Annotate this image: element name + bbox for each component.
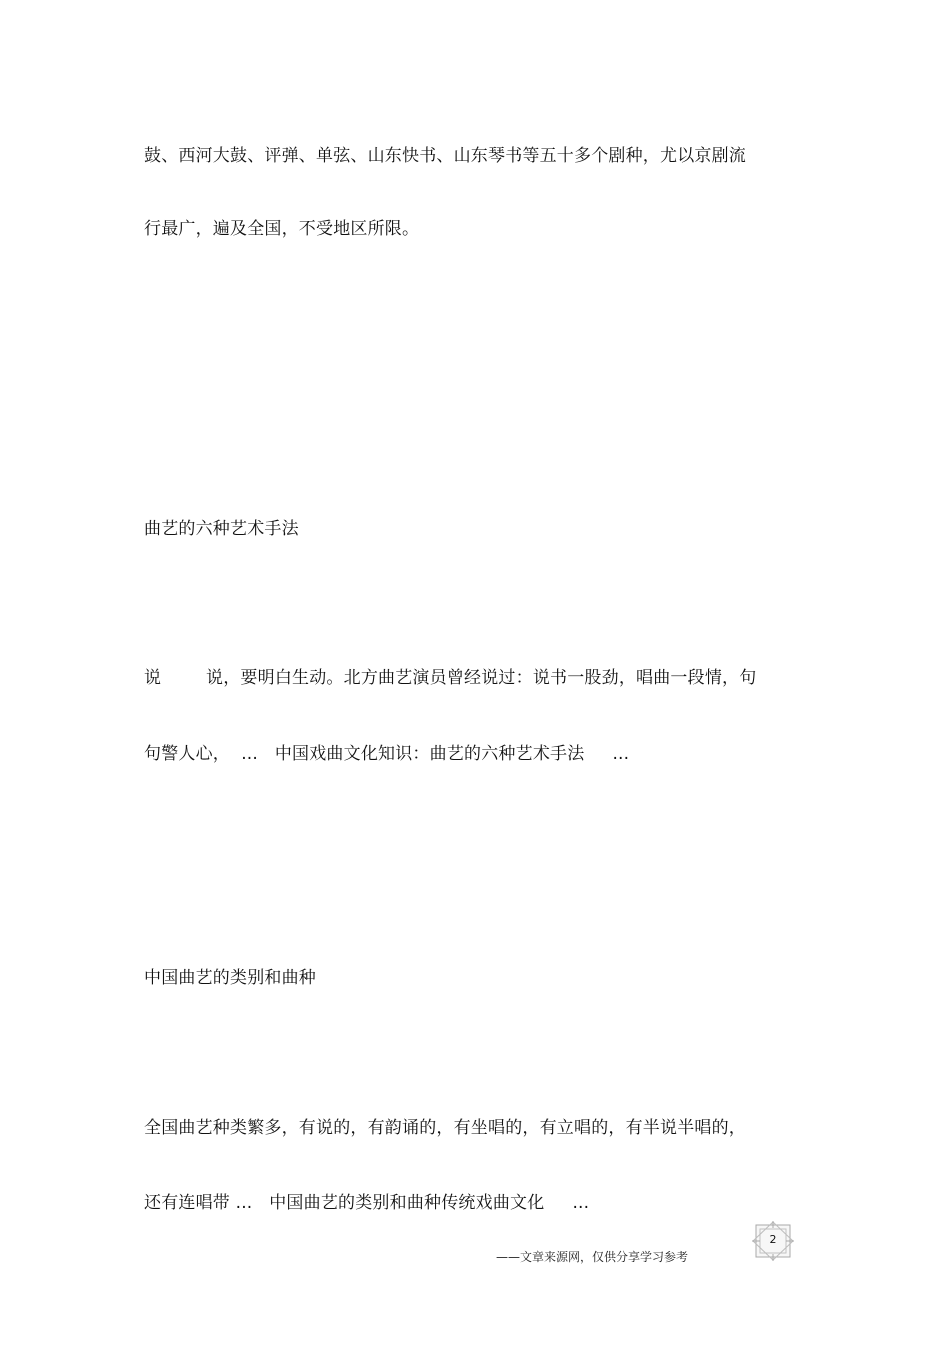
footer-source-note: ——文章来源网，仅供分享学习参考 [496,1250,689,1264]
body-line-5: 全国曲艺种类繁多，有说的，有韵诵的，有坐唱的，有立唱的，有半说半唱的， [144,1118,746,1138]
section-heading-art-techniques: 曲艺的六种艺术手法 [144,519,299,539]
body-line-2: 行最广，遍及全国，不受地区所限。 [144,219,420,239]
body-line-3: 说 说，要明白生动。北方曲艺演员曾经说过：说书一股劲，唱曲一段情，句 [144,668,757,688]
section-heading-categories: 中国曲艺的类别和曲种 [144,968,316,988]
body-line-4: 句警人心， ... 中国戏曲文化知识：曲艺的六种艺术手法 ... [144,744,630,764]
page-number-badge [749,1220,797,1262]
body-line-6: 还有连唱带 ... 中国曲艺的类别和曲种传统戏曲文化 ... [144,1193,590,1213]
page-number: 2 [769,1233,777,1246]
body-line-1: 鼓、西河大鼓、评弹、单弦、山东快书、山东琴书等五十多个剧种，尤以京剧流 [144,146,746,166]
